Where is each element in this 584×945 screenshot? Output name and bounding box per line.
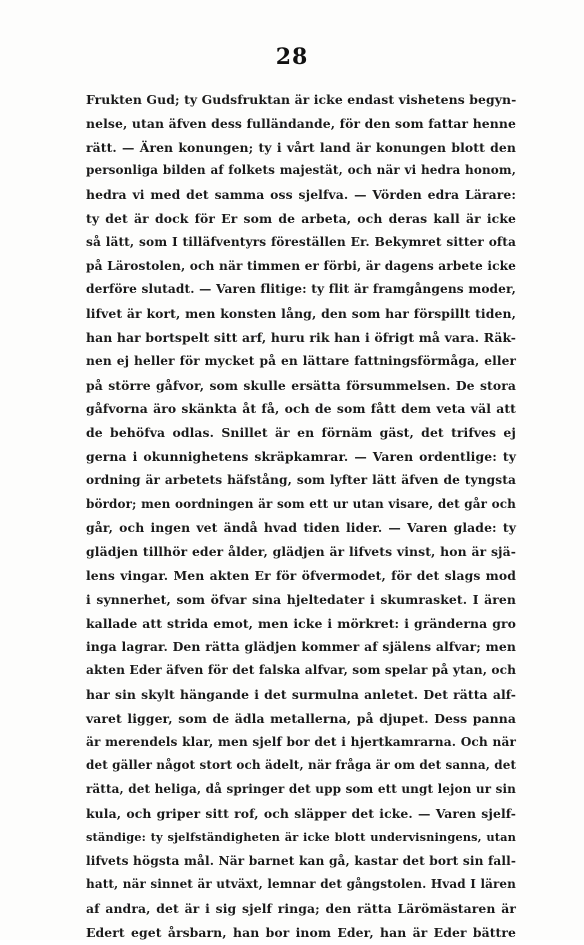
text-line: så lätt, som I tilläfventyrs föreställen Er. Bekymret sitter ofta	[86, 234, 516, 249]
text-line: af andra, det är i sig sjelf ringa; den rätta Lärömästaren är	[86, 901, 516, 917]
text-line: ty det är dock för Er som de arbeta, och deras kall är icke	[86, 210, 516, 226]
text-line: inga lagrar. Den rätta glädjen kommer af själens alfvar; men	[86, 639, 516, 655]
text-line: Frukten Gud; ty Gudsfruktan är icke endast vishetens begyn-	[86, 92, 517, 107]
text-line: lifvet är kort, men konsten lång, den som har förspillt tiden,	[86, 306, 516, 322]
text-line: rätt. — Ären konungen; ty i vårt land är konungen blott den	[86, 139, 516, 155]
text-line: kallade att strida emot, men icke i mörkret: i gränderna gro	[86, 615, 516, 631]
text-line: hatt, när sinnet är utväxt, lemnar det gångstolen. Hvad I lären	[86, 877, 516, 892]
page-number: 28	[275, 44, 309, 70]
text-line: på större gåfvor, som skulle ersätta försummelsen. De stora	[86, 377, 516, 393]
text-line: gåfvorna äro skänkta åt få, och de som fått dem veta väl att	[86, 401, 516, 417]
text-line: går, och ingen vet ändå hvad tiden lider. — Varen glade: ty	[86, 520, 516, 536]
text-line: hedra vi med det samma oss sjelfva. — Vörden edra Lärare:	[86, 187, 516, 203]
text-line: har sin skylt hängande i det surmulna anletet. Det rätta alf-	[86, 686, 516, 702]
text-line: akten Eder äfven för det falska alfvar, som spelar på ytan, och	[86, 663, 517, 678]
text-line: gerna i okunnighetens skräpkamrar. — Varen ordentlige: ty	[86, 448, 516, 464]
text-line: personliga bilden af folkets majestät, och när vi hedra honom,	[86, 163, 516, 178]
text-line: ordning är arbetets häfstång, som lyfter lätt äfven de tyngsta	[86, 472, 516, 487]
text-line: lens vingar. Men akten Er för öfvermodet, för det slags mod	[86, 567, 516, 583]
text-line: Edert eget årsbarn, han bor inom Eder, han är Eder bättre	[86, 924, 516, 940]
text-line: lifvets högsta mål. När barnet kan gå, kastar det bort sin fall-	[86, 853, 516, 868]
text-line: det gäller något stort och ädelt, när fråga är om det sanna, det	[86, 758, 517, 773]
text-line: ständige: ty sjelfständigheten är icke blott undervisningens, utan	[86, 829, 516, 844]
text-line: i synnerhet, som öfvar sina hjeltedater i skumrasket. I ären	[86, 591, 516, 607]
body-text	[86, 88, 516, 945]
text-line: glädjen tillhör eder ålder, glädjen är lifvets vinst, hon är sjä-	[86, 544, 516, 560]
text-line: rätta, det heliga, då springer det upp som ett ungt lejon ur sin	[86, 782, 516, 797]
text-line: är merendels klar, men sjelf bor det i hjertkamrarna. Och när	[86, 734, 516, 749]
text-line: han har bortspelt sitt arf, huru rik han i öfrigt må vara. Räk-	[86, 329, 516, 345]
text-line: varet ligger, som de ädla metallerna, på djupet. Dess panna	[86, 710, 516, 726]
text-line: kula, och griper sitt rof, och släpper det icke. — Varen sjelf-	[86, 805, 516, 821]
text-line: derföre slutadt. — Varen flitige: ty flit är framgångens moder,	[86, 282, 516, 297]
text-line: de behöfva odlas. Snillet är en förnäm gäst, det trifves ej	[86, 425, 516, 441]
text-line: bördor; men oordningen är som ett ur utan visare, det går och	[86, 496, 516, 511]
text-line: på Lärostolen, och när timmen er förbi, är dagens arbete icke	[86, 258, 516, 273]
text-line: nen ej heller för mycket på en lättare fattningsförmåga, eller	[86, 353, 516, 368]
text-line: nelse, utan äfven dess fulländande, för den som fattar henne	[86, 115, 516, 131]
